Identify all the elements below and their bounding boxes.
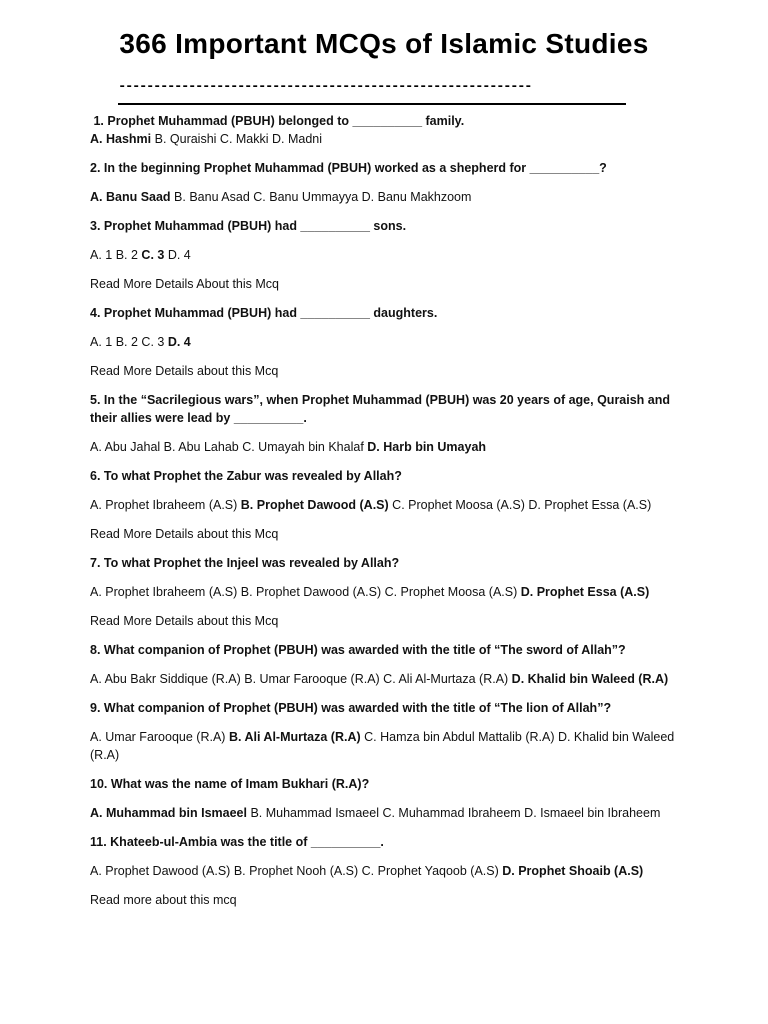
- read-more-link[interactable]: Read more about this mcq: [90, 893, 237, 907]
- question-9: 9. What companion of Prophet (PBUH) was awarded with the title of “The lion of Allah”?: [90, 701, 612, 715]
- question-11: 11. Khateeb-ul-Ambia was the title of __________.: [90, 835, 384, 849]
- read-more-link[interactable]: Read More Details about this Mcq: [90, 364, 279, 378]
- options-10: A. Muhammad bin Ismaeel B. Muhammad Ismaeel C. Muhammad Ibraheem D. Ismaeel bin Ibraheem: [90, 806, 661, 820]
- read-more-link[interactable]: Read More Details About this Mcq: [90, 277, 279, 291]
- options-1: A. Hashmi B. Quraishi C. Makki D. Madni: [90, 132, 323, 146]
- question-7: 7. To what Prophet the Injeel was revealed by Allah?: [90, 556, 400, 570]
- mcq-list: [90, 110, 680, 909]
- question-2: 2. In the beginning Prophet Muhammad (PBUH) worked as a shepherd for __________?: [90, 161, 607, 175]
- read-more-link[interactable]: Read More Details about this Mcq: [90, 614, 279, 628]
- options-4: A. 1 B. 2 C. 3 D. 4: [90, 335, 191, 349]
- page-title: 366 Important MCQs of Islamic Studies: [119, 28, 649, 59]
- title-underline: [118, 103, 626, 105]
- options-7: A. Prophet Ibraheem (A.S) B. Prophet Dawood (A.S) C. Prophet Moosa (A.S) D. Prophet Essa (A.S): [90, 585, 650, 599]
- options-6: A. Prophet Ibraheem (A.S) B. Prophet Dawood (A.S) C. Prophet Moosa (A.S) D. Prophet Essa (A.S): [90, 498, 652, 512]
- options-3: A. 1 B. 2 C. 3 D. 4: [90, 248, 191, 262]
- options-11: A. Prophet Dawood (A.S) B. Prophet Nooh (A.S) C. Prophet Yaqoob (A.S) D. Prophet Shoaib (A.S): [90, 864, 644, 878]
- question-10: 10. What was the name of Imam Bukhari (R.A)?: [90, 777, 370, 791]
- options-2: A. Banu Saad B. Banu Asad C. Banu Ummayya D. Banu Makhzoom: [90, 190, 472, 204]
- options-5: A. Abu Jahal B. Abu Lahab C. Umayah bin Khalaf D. Harb bin Umayah: [90, 440, 487, 454]
- question-1: 1. Prophet Muhammad (PBUH) belonged to __________ family.: [93, 114, 465, 128]
- dash-separator: -----------------------------------------------------------: [118, 80, 532, 94]
- read-more-link[interactable]: Read More Details about this Mcq: [90, 527, 279, 541]
- options-8: A. Abu Bakr Siddique (R.A) B. Umar Farooque (R.A) C. Ali Al-Murtaza (R.A) D. Khalid bin Waleed (R.A): [90, 672, 669, 686]
- question-3: 3. Prophet Muhammad (PBUH) had __________ sons.: [90, 219, 407, 233]
- question-6: 6. To what Prophet the Zabur was revealed by Allah?: [90, 469, 402, 483]
- question-4: 4. Prophet Muhammad (PBUH) had __________ daughters.: [90, 306, 438, 320]
- question-8: 8. What companion of Prophet (PBUH) was awarded with the title of “The sword of Allah”?: [90, 643, 626, 657]
- options-9: A. Umar Farooque (R.A) B. Ali Al-Murtaza (R.A) C. Hamza bin Abdul Mattalib (R.A) D. Khalid bin Waleed (R.A): [90, 730, 675, 762]
- question-5: 5. In the “Sacrilegious wars”, when Prophet Muhammad (PBUH) was 20 years of age, Quraish and their allies were lead by __________.: [90, 393, 671, 425]
